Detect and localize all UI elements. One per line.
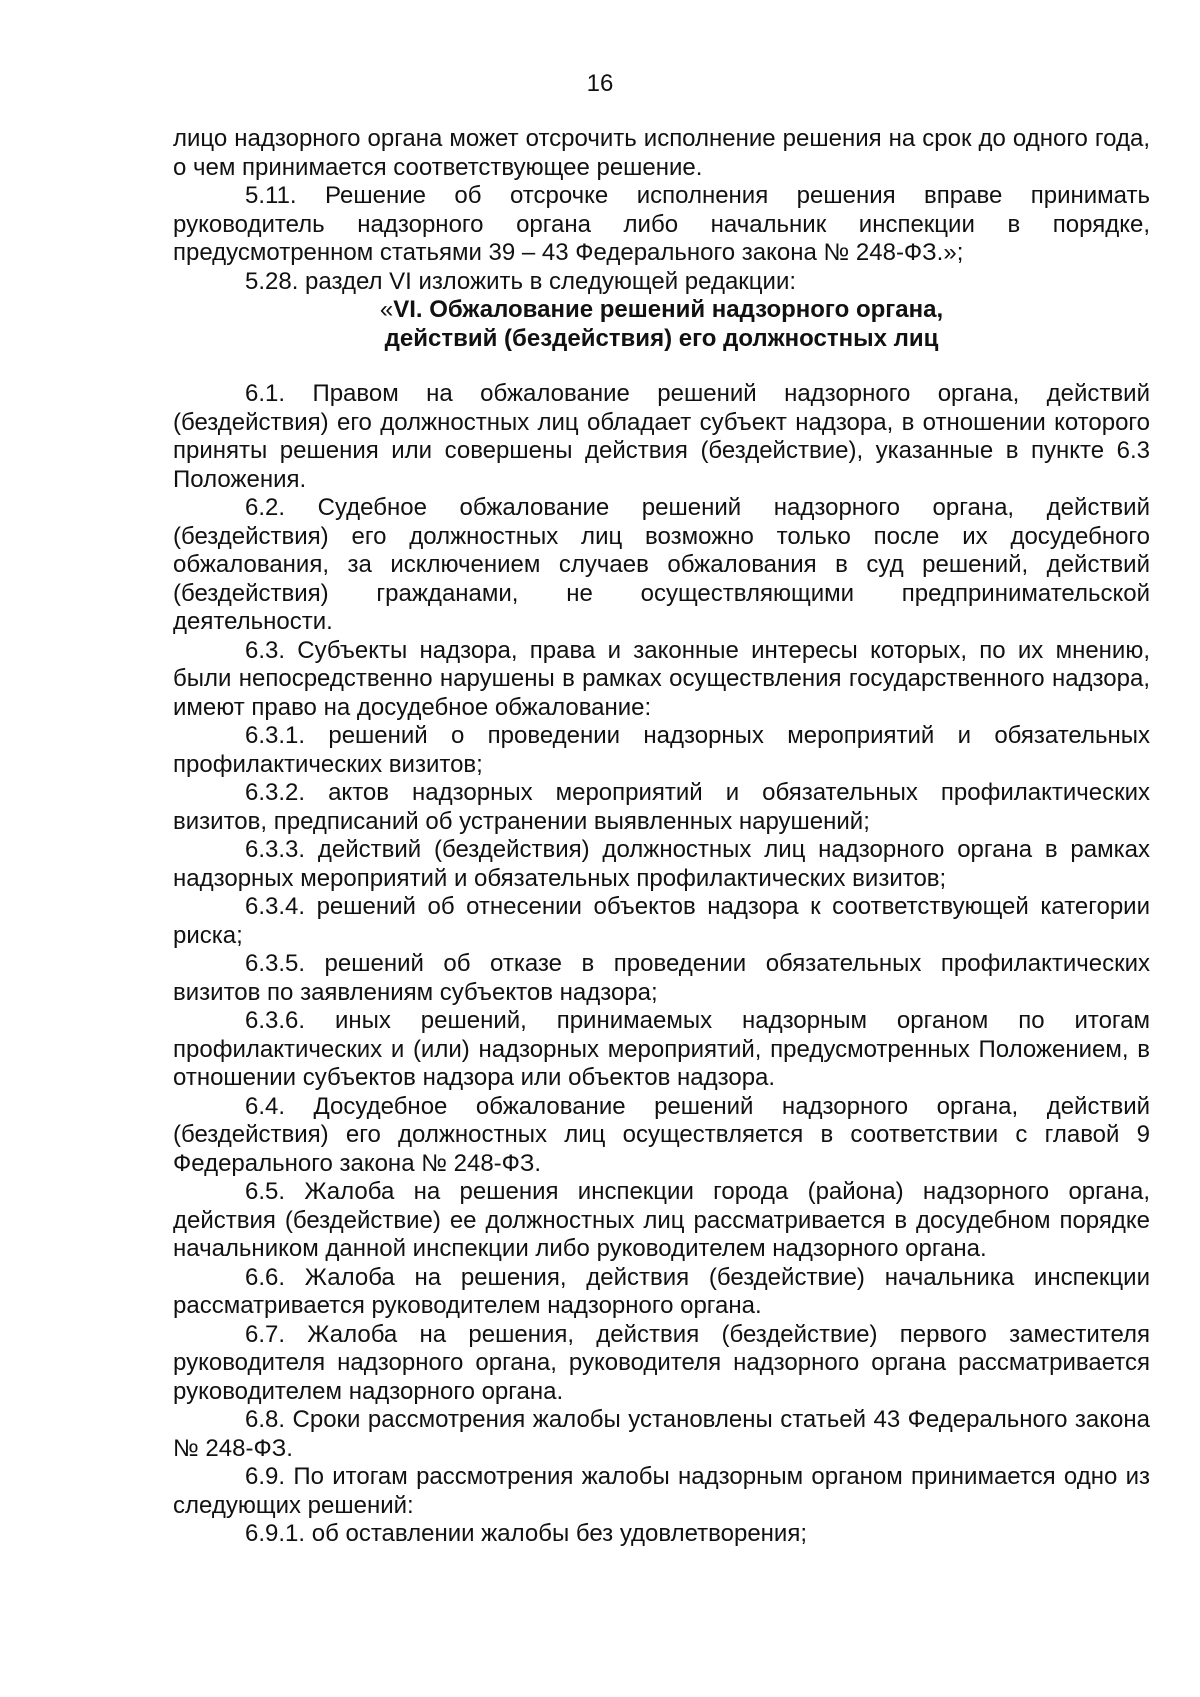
paragraph-6-2: 6.2. Судебное обжалование решений надзорного органа, действий (бездействия) его должностных лиц возможно только после их досудебного обжалования, за исключением случаев обжалования в суд решений, действий (бездействия) гражданами, не осуществляющими предпринимательской деятельности. [173, 494, 1150, 635]
paragraph-6-6: 6.6. Жалоба на решения, действия (бездействие) начальника инспекции рассматривается руководителем надзорного органа. [173, 1263, 1150, 1319]
paragraph-6-3-3: 6.3.3. действий (бездействия) должностных лиц надзорного органа в рамках надзорных мероприятий и обязательных профилактических визитов; [173, 836, 1150, 892]
section-heading-line-2: действий (бездействия) его должностных лиц [384, 324, 939, 352]
paragraph-continuation: лицо надзорного органа может отсрочить исполнение решения на срок до одного года, о чем принимается соответствующее решение. [173, 125, 1150, 181]
paragraph-6-1: 6.1. Правом на обжалование решений надзорного органа, действий (бездействия) его должностных лиц обладает субъект надзора, в отношении которого приняты решения или совершены действия (бездействие), указанные в пункте 6.3 Положения. [173, 380, 1150, 493]
paragraph-6-3-2: 6.3.2. актов надзорных мероприятий и обязательных профилактических визитов, предписаний об устранении выявленных нарушений; [173, 779, 1150, 835]
paragraph-5-11: 5.11. Решение об отсрочке исполнения решения вправе принимать руководитель надзорного органа либо начальник инспекции в порядке, предусмотренном статьями 39 – 43 Федерального закона № 248-ФЗ.»; [173, 182, 1150, 266]
paragraph-6-5: 6.5. Жалоба на решения инспекции города (района) надзорного органа, действия (бездействие) ее должностных лиц рассматривается в досудебном порядке начальником данной инспекции либо руководителем надзорного органа. [173, 1178, 1150, 1262]
paragraph-6-7: 6.7. Жалоба на решения, действия (бездействие) первого заместителя руководителя надзорного органа, руководителя надзорного органа рассматривается руководителем надзорного органа. [173, 1320, 1150, 1405]
spacer [173, 353, 1150, 380]
paragraph-6-3-4: 6.3.4. решений об отнесении объектов надзора к соответствующей категории риска; [173, 893, 1150, 949]
page-number: 16 [586, 70, 614, 97]
paragraph-6-3-5: 6.3.5. решений об отказе в проведении обязательных профилактических визитов по заявлениям субъектов надзора; [173, 950, 1150, 1006]
paragraph-6-4: 6.4. Досудебное обжалование решений надзорного органа, действий (бездействия) его должностных лиц осуществляется в соответствии с главой 9 Федерального закона № 248-ФЗ. [173, 1092, 1150, 1177]
paragraph-6-8: 6.8. Сроки рассмотрения жалобы установлены статьей 43 Федерального закона № 248-ФЗ. [173, 1406, 1150, 1462]
section-heading [173, 296, 1150, 353]
paragraph-6-9-1: 6.9.1. об оставлении жалобы без удовлетворения; [245, 1520, 807, 1547]
paragraph-6-3-1: 6.3.1. решений о проведении надзорных мероприятий и обязательных профилактических визитов; [173, 722, 1150, 778]
paragraph-6-3-6: 6.3.6. иных решений, принимаемых надзорным органом по итогам профилактических и (или) надзорных мероприятий, предусмотренных Положением, в отношении субъектов надзора или объектов надзора. [173, 1007, 1150, 1091]
section-heading-line-1 [173, 296, 1150, 325]
opening-quote: « [379, 296, 394, 323]
paragraph-5-28: 5.28. раздел VI изложить в следующей редакции: [245, 267, 797, 295]
paragraph-6-3: 6.3. Субъекты надзора, права и законные интересы которых, по их мнению, были непосредственно нарушены в рамках осуществления государственного надзора, имеют право на досудебное обжалование: [173, 636, 1150, 721]
paragraph-6-9: 6.9. По итогам рассмотрения жалобы надзорным органом принимается одно из следующих решений: [173, 1463, 1150, 1519]
section-heading-title: VI. Обжалование решений надзорного органа, [393, 296, 944, 323]
document-body [173, 125, 1150, 1549]
